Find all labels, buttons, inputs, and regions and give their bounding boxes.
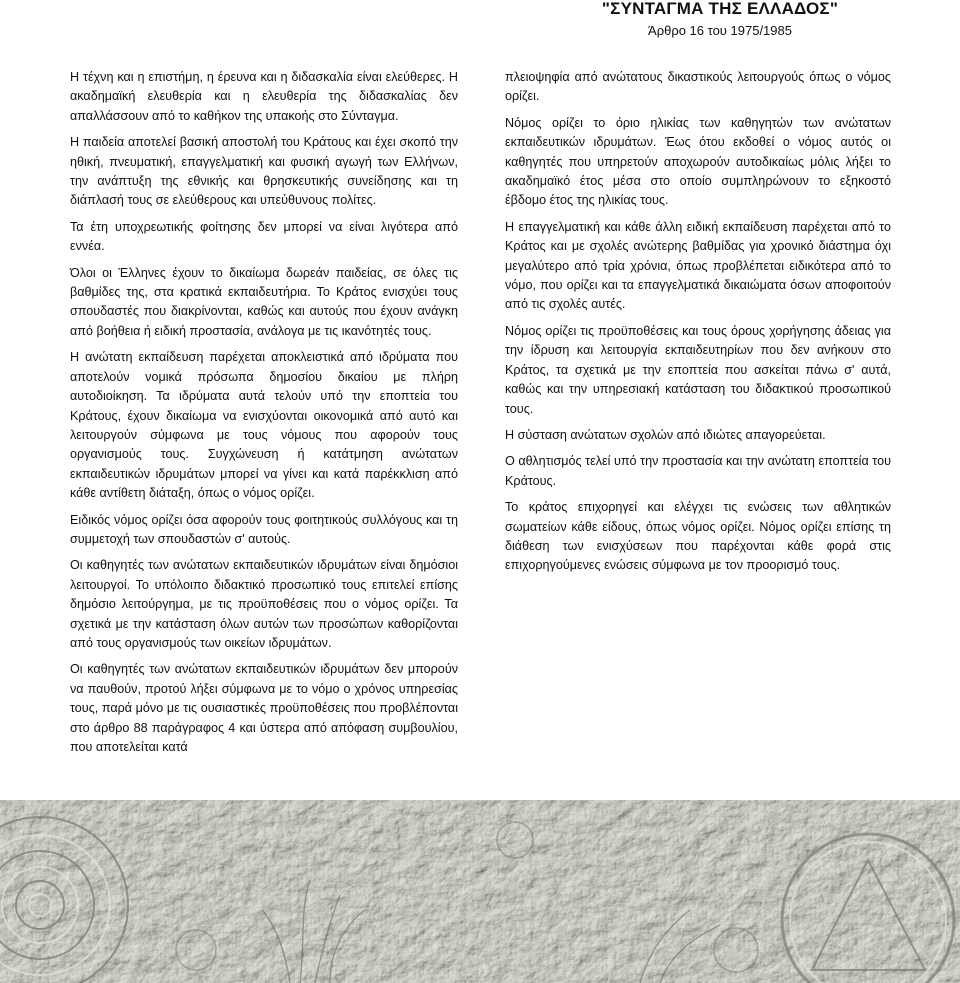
- right-text-column: [505, 68, 891, 583]
- left-text-column: [70, 68, 458, 764]
- paragraph: Νόμος ορίζει το όριο ηλικίας των καθηγητών των ανώτατων εκπαιδευτικών ιδρυμάτων. Έως ότου εκδοθεί ο νόμος αυτός οι καθηγητές που υπηρετούν αποχωρούν αυτοδικαίως μόλις λήξει το ακαδημαϊκό έτος μέσα στο οποίο συμπληρώνουν το εξηκοστό έβδομο έτος της ηλικίας τους.: [505, 115, 891, 208]
- document-subtitle: Άρθρο 16 του 1975/1985: [648, 23, 792, 38]
- decorative-relief-banner: [0, 800, 960, 983]
- fossil-relief-image: [0, 800, 960, 983]
- paragraph: Τα έτη υποχρεωτικής φοίτησης δεν μπορεί να είναι λιγότερα από εννέα.: [70, 219, 458, 254]
- paragraph: Ειδικός νόμος ορίζει όσα αφορούν τους φοιτητικούς συλλόγους και τη συμμετοχή των σπουδαστών σ' αυτούς.: [70, 512, 458, 546]
- paragraph: Ο αθλητισμός τελεί υπό την προστασία και την ανώτατη εποπτεία του Κράτους.: [505, 454, 891, 488]
- paragraph: πλειοψηφία από ανώτατους δικαστικούς λειτουργούς όπως ο νόμος ορίζει.: [505, 70, 891, 104]
- paragraph: Οι καθηγητές των ανώτατων εκπαιδευτικών ιδρυμάτων δεν μπορούν να παυθούν, προτού λήξει σύμφωνα με το νόμο ο χρόνος υπηρεσίας τους, παρά μόνο με τις ουσιαστικές προϋποθέσεις που προβλέπονται στο άρθρο 88 παράγραφος 4 και ύστερα από απόφαση συμβουλίου, που αποτελείται κατά: [70, 662, 458, 754]
- banner-fine-texture: [0, 800, 960, 983]
- paragraph: Η παιδεία αποτελεί βασική αποστολή του Κράτους και έχει σκοπό την ηθική, πνευματική, επαγγελματική και φυσική αγωγή των Ελλήνων, την ανάπτυξη της εθνικής και θρησκευτικής συνείδησης και τη διάπλασή τους σε ελεύθερους και υπεύθυνους πολίτες.: [70, 135, 458, 208]
- paragraph: Οι καθηγητές των ανώτατων εκπαιδευτικών ιδρυμάτων είναι δημόσιοι λειτουργοί. Το υπόλοιπο διδακτικό προσωπικό τους επιτελεί επίσης δημόσιο λειτούργημα, με τις προϋποθέσεις που ο νόμος ορίζει. Τα σχετικά με την κατάσταση όλων αυτών των προσώπων καθορίζονται από τους οργανισμούς των οικείων ιδρυμάτων.: [70, 558, 458, 650]
- paragraph: Η ανώτατη εκπαίδευση παρέχεται αποκλειστικά από ιδρύματα που αποτελούν νομικά πρόσωπα δημοσίου δικαίου με πλήρη αυτοδιοίκηση. Τα ιδρύματα αυτά τελούν υπό την εποπτεία του Κράτους, έχουν δικαίωμα να ενισχύονται οικονομικά από αυτό και λειτουργούν σύμφωνα με τους νόμους που αφορούν τους οργανισμούς τους. Συγχώνευση ή κατάτμηση ανώτατων εκπαιδευτικών ιδρυμάτων μπορεί να γίνει και κατά παρέκκλιση από κάθε αντίθετη διάταξη, όπως ο νόμος ορίζει.: [70, 350, 458, 501]
- paragraph: Η σύσταση ανώτατων σχολών από ιδιώτες απαγορεύεται.: [505, 427, 826, 442]
- document-title: "ΣΥΝΤΑΓΜΑ ΤΗΣ ΕΛΛΑΔΟΣ": [601, 0, 839, 18]
- paragraph: Η τέχνη και η επιστήμη, η έρευνα και η διδασκαλία είναι ελεύθερες. Η ακαδημαϊκή ελευθερία και η ελευθερία της διδασκαλίας δεν απαλλάσσουν από το καθήκον της υπακοής στο Σύνταγμα.: [70, 70, 458, 123]
- paragraph: Η επαγγελματική και κάθε άλλη ειδική εκπαίδευση παρέχεται από το Κράτος και με σχολές ανώτερης βαθμίδας για χρονικό διάστημα όχι μεγαλύτερο από τρία χρόνια, όπως προβλέπεται ειδικότερα από το νόμο, που ορίζει και τα επαγγελματικά δικαιώματα όσων αποφοιτούν από τις σχολές αυτές.: [505, 219, 891, 312]
- paragraph: Νόμος ορίζει τις προϋποθέσεις και τους όρους χορήγησης άδειας για την ίδρυση και λειτουργία εκπαιδευτηρίων που δεν ανήκουν στο Κράτος, τα σχετικά με την εποπτεία που ασκείται πάνω σ' αυτά, καθώς και την υπηρεσιακή κατάσταση του διδακτικού προσωπικού τους.: [505, 323, 891, 416]
- paragraph: Το κράτος επιχορηγεί και ελέγχει τις ενώσεις των αθλητικών σωματείων κάθε είδους, όπως νόμος ορίζει. Νόμος ορίζει επίσης τη διάθεση των ενισχύσεων που παρέχονται κάθε φορά στις επιχορηγούμενες ενώσεις σύμφωνα με τον προορισμό τους.: [505, 500, 891, 573]
- paragraph: Όλοι οι Έλληνες έχουν το δικαίωμα δωρεάν παιδείας, σε όλες τις βαθμίδες της, στα κρατικά εκπαιδευτήρια. Το Κράτος ενισχύει τους σπουδαστές που διακρίνονται, καθώς και αυτούς που έχουν ανάγκη από βοήθεια ή ειδική προστασία, ανάλογα με τις ικανότητές τους.: [70, 265, 458, 338]
